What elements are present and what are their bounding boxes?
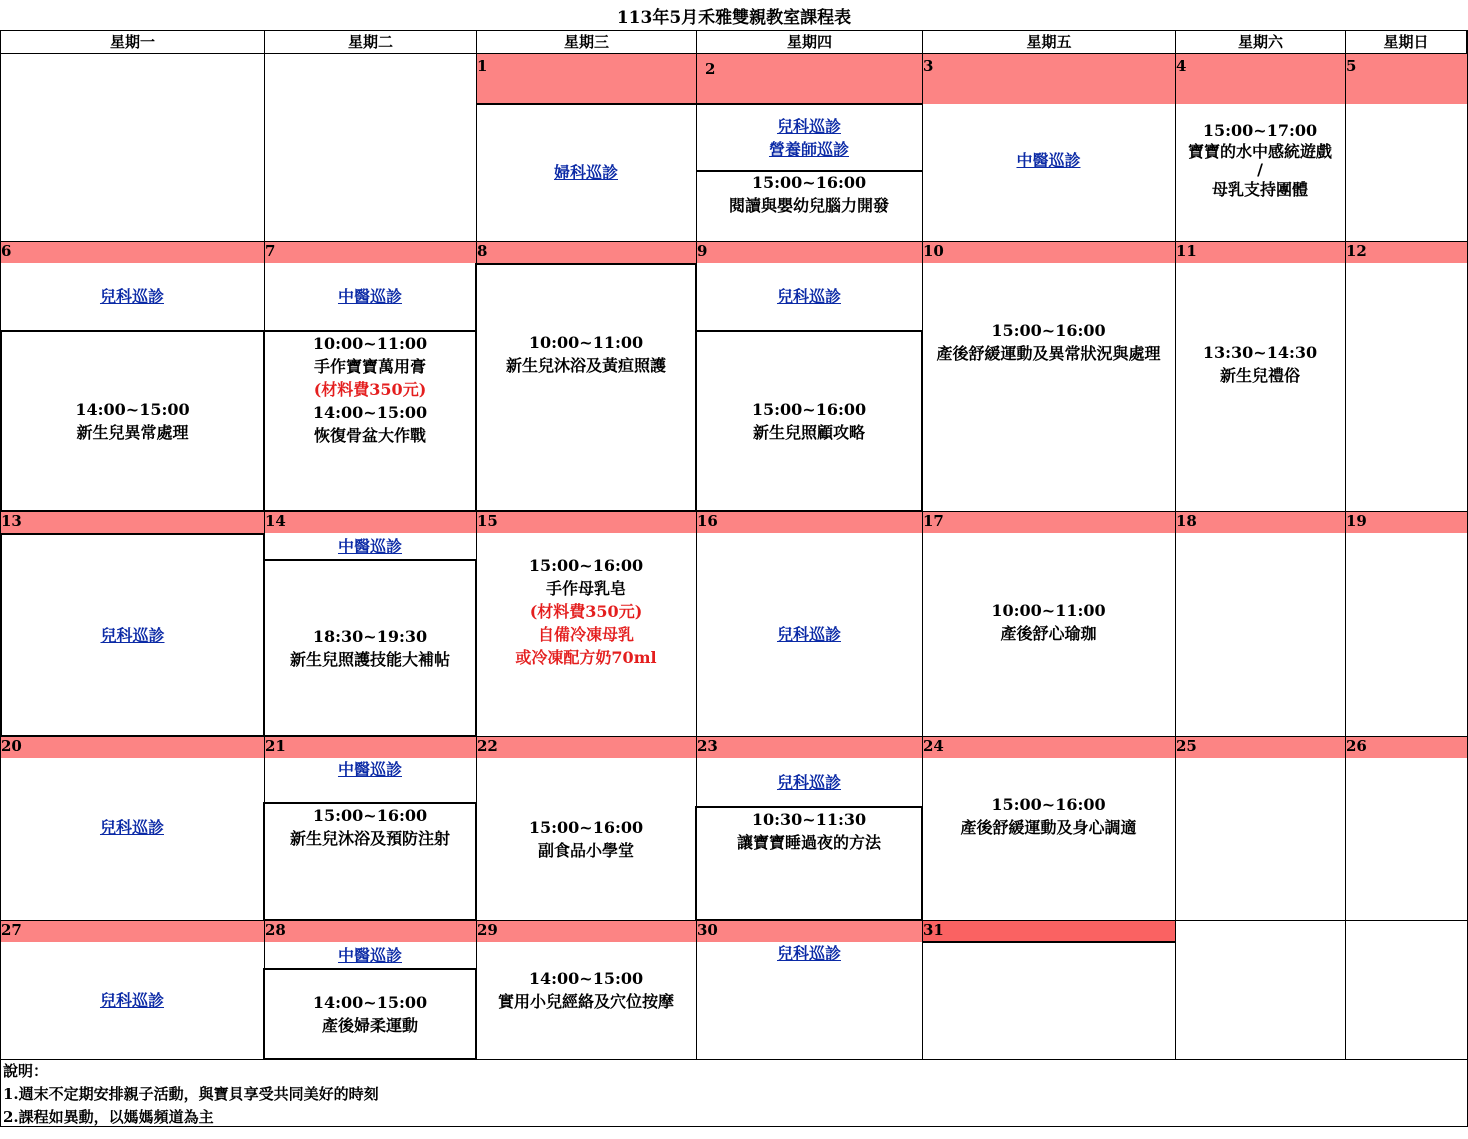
cell-may-17 bbox=[922, 533, 1175, 736]
clinic-link[interactable]: 兒科巡診 bbox=[776, 116, 841, 136]
course-time: 15:00~16:00 bbox=[751, 400, 867, 419]
cell-may-24 bbox=[922, 758, 1175, 920]
clinic-link[interactable]: 中醫巡診 bbox=[337, 287, 402, 306]
day-number: 25 bbox=[1176, 737, 1197, 755]
course-title: 寶寶的水中感統遊戲 bbox=[1187, 142, 1332, 161]
grid-line bbox=[0, 30, 1, 1127]
cell-may-14-clinic bbox=[264, 533, 476, 559]
day-number: 28 bbox=[265, 921, 286, 939]
cell-may-28-clinic bbox=[264, 942, 476, 968]
course-title: 新生兒照護技能大補帖 bbox=[289, 650, 450, 669]
course-title: 母乳支持團體 bbox=[1211, 180, 1308, 199]
day-number: 24 bbox=[923, 737, 944, 755]
cell-may-21-course bbox=[263, 802, 477, 921]
day-number: 29 bbox=[477, 921, 498, 939]
clinic-link[interactable]: 婦科巡診 bbox=[553, 163, 618, 182]
day-number: 26 bbox=[1346, 737, 1367, 755]
grid-line bbox=[264, 30, 265, 1060]
course-title: 閱讀與嬰幼兒腦力開發 bbox=[728, 196, 889, 215]
cell-may-7-course bbox=[263, 330, 477, 512]
day-bar-week2 bbox=[0, 241, 1467, 263]
course-time: 14:00~15:00 bbox=[312, 993, 428, 1012]
course-time: 14:00~15:00 bbox=[528, 969, 644, 988]
grid-line bbox=[922, 30, 923, 1060]
grid-line bbox=[696, 30, 697, 1060]
course-title: 新生兒沐浴及預防注射 bbox=[289, 829, 450, 848]
clinic-link[interactable]: 兒科巡診 bbox=[99, 991, 164, 1010]
course-time: 15:00~16:00 bbox=[528, 818, 644, 837]
course-time: 18:30~19:30 bbox=[312, 627, 428, 646]
cell-may-27 bbox=[0, 942, 264, 1059]
cell-may-28-course bbox=[263, 968, 477, 1060]
cell-may-3 bbox=[922, 104, 1175, 216]
cell-may-23-course bbox=[695, 806, 923, 921]
cell-may-22 bbox=[476, 758, 696, 920]
clinic-link[interactable]: 中醫巡診 bbox=[337, 945, 402, 965]
course-note: 或冷凍配方奶70ml bbox=[515, 648, 657, 667]
grid-line bbox=[1175, 30, 1176, 1060]
grid-line bbox=[0, 30, 1468, 31]
cell-may-10 bbox=[922, 263, 1175, 511]
cell-may-15 bbox=[476, 533, 696, 736]
course-title: 新生兒沐浴及黃疸照護 bbox=[505, 356, 666, 375]
cell-may-6-course bbox=[0, 330, 265, 512]
clinic-link[interactable]: 兒科巡診 bbox=[100, 625, 165, 645]
cell-may-21-clinic bbox=[264, 758, 476, 803]
clinic-link[interactable]: 中醫巡診 bbox=[1016, 150, 1081, 170]
grid-line bbox=[0, 920, 1468, 921]
clinic-link[interactable]: 兒科巡診 bbox=[776, 944, 841, 963]
day-number: 16 bbox=[697, 512, 718, 530]
grid-line bbox=[696, 170, 922, 172]
course-time: 10:00~11:00 bbox=[991, 601, 1106, 620]
day-number: 27 bbox=[1, 921, 22, 939]
course-title: 產後舒緩運動及身心調適 bbox=[960, 818, 1137, 837]
day-number: 14 bbox=[265, 512, 286, 530]
day-bar-week4 bbox=[0, 736, 1467, 758]
cell-may-23-clinic bbox=[696, 758, 922, 807]
cell-may-29 bbox=[476, 942, 696, 1059]
course-title: 產後舒緩運動及異常狀況與處理 bbox=[936, 344, 1161, 363]
clinic-link[interactable]: 兒科巡診 bbox=[776, 287, 841, 306]
weekday-tue: 星期二 bbox=[264, 31, 476, 53]
course-time: 13:30~14:30 bbox=[1202, 343, 1318, 362]
clinic-link[interactable]: 中醫巡診 bbox=[337, 760, 402, 779]
grid-line bbox=[0, 736, 1468, 737]
day-number: 2 bbox=[705, 60, 716, 78]
course-time: 10:30~11:30 bbox=[751, 810, 867, 829]
day-number: 6 bbox=[1, 242, 12, 260]
cell-may-8 bbox=[475, 263, 697, 512]
day-number: 22 bbox=[477, 737, 498, 755]
cell-may-30 bbox=[696, 942, 922, 1059]
day-bar-week5 bbox=[0, 920, 922, 942]
day-bar-may-31 bbox=[922, 920, 1175, 942]
day-number: 1 bbox=[477, 57, 488, 75]
cell-may-4 bbox=[1175, 104, 1345, 216]
day-number: 5 bbox=[1346, 57, 1357, 75]
course-title: 產後婦柔運動 bbox=[321, 1016, 418, 1035]
course-note: 自備冷凍母乳 bbox=[537, 625, 634, 644]
day-number: 20 bbox=[1, 737, 22, 755]
course-title: 新生兒照顧攻略 bbox=[752, 423, 865, 442]
clinic-link[interactable]: 兒科巡診 bbox=[776, 625, 841, 644]
weekday-sun: 星期日 bbox=[1345, 31, 1467, 53]
course-title: 產後舒心瑜珈 bbox=[1000, 624, 1097, 643]
course-time: 10:00~11:00 bbox=[528, 333, 644, 352]
day-number: 4 bbox=[1176, 57, 1187, 75]
material-fee: (材料費350元) bbox=[313, 380, 427, 399]
cell-may-1 bbox=[476, 104, 696, 241]
course-time: 15:00~16:00 bbox=[528, 556, 644, 575]
weekday-mon: 星期一 bbox=[0, 31, 264, 53]
day-bar-week1 bbox=[476, 54, 1467, 104]
cell-may-6-clinic bbox=[0, 263, 264, 330]
cell-may-20 bbox=[0, 758, 264, 920]
cell-may-14-course bbox=[263, 559, 477, 737]
grid-line bbox=[476, 103, 922, 105]
cell-may-9-clinic bbox=[696, 263, 922, 330]
cell-may-16 bbox=[696, 533, 922, 736]
weekday-fri: 星期五 bbox=[922, 31, 1175, 53]
course-title: 新生兒異常處理 bbox=[76, 423, 189, 442]
day-number: 15 bbox=[477, 512, 498, 530]
page-title: 113年5月禾雅雙親教室課程表 bbox=[616, 8, 852, 28]
weekday-wed: 星期三 bbox=[476, 31, 696, 53]
day-number: 3 bbox=[923, 57, 934, 75]
day-number: 11 bbox=[1176, 242, 1197, 260]
clinic-link[interactable]: 營養師巡診 bbox=[768, 139, 849, 159]
course-title: 副食品小學堂 bbox=[537, 841, 634, 860]
notes-line: 2.課程如異動，以媽媽頻道為主 bbox=[3, 1108, 214, 1126]
grid-line bbox=[476, 30, 477, 1060]
weekday-sat: 星期六 bbox=[1175, 31, 1345, 53]
day-number: 13 bbox=[1, 512, 22, 530]
notes-line: 1.週末不定期安排親子活動，與寶貝享受共同美好的時刻 bbox=[3, 1085, 379, 1103]
day-number: 23 bbox=[697, 737, 718, 755]
cell-may-13 bbox=[0, 533, 265, 737]
clinic-link[interactable]: 兒科巡診 bbox=[99, 287, 164, 306]
course-time: 10:00~11:00 bbox=[312, 334, 428, 353]
day-number: 12 bbox=[1346, 242, 1367, 260]
course-separator: / bbox=[1257, 160, 1263, 179]
course-title: 新生兒禮俗 bbox=[1219, 366, 1300, 385]
course-time: 14:00~15:00 bbox=[75, 400, 190, 419]
course-title: 手作寶寶萬用膏 bbox=[313, 357, 426, 376]
day-number: 8 bbox=[477, 242, 488, 260]
day-number: 7 bbox=[265, 242, 276, 260]
day-number: 18 bbox=[1176, 512, 1197, 530]
notes-heading: 說明： bbox=[3, 1062, 49, 1080]
day-number: 10 bbox=[923, 242, 944, 260]
day-number: 19 bbox=[1346, 512, 1367, 530]
cell-may-2-clinics bbox=[696, 104, 922, 171]
cell-may-9-course bbox=[695, 330, 923, 512]
clinic-link[interactable]: 中醫巡診 bbox=[337, 536, 402, 556]
course-time: 15:00~16:00 bbox=[312, 806, 428, 825]
material-fee: (材料費350元) bbox=[529, 602, 643, 621]
day-number: 9 bbox=[697, 242, 708, 260]
grid-line bbox=[0, 241, 1468, 242]
weekday-thu: 星期四 bbox=[696, 31, 922, 53]
clinic-link[interactable]: 兒科巡診 bbox=[776, 773, 841, 792]
course-time: 15:00~16:00 bbox=[991, 795, 1106, 814]
course-time: 15:00~17:00 bbox=[1202, 121, 1318, 140]
grid-line bbox=[922, 941, 1175, 943]
course-title: 讓寶寶睡過夜的方法 bbox=[736, 833, 881, 852]
cell-may-11 bbox=[1175, 263, 1345, 511]
grid-line bbox=[1345, 30, 1346, 1060]
day-number: 21 bbox=[265, 737, 286, 755]
day-number: 30 bbox=[697, 921, 718, 939]
grid-line bbox=[264, 559, 476, 560]
course-title: 恢復骨盆大作戰 bbox=[313, 426, 426, 445]
clinic-link[interactable]: 兒科巡診 bbox=[99, 818, 164, 837]
course-title: 實用小兒經絡及穴位按摩 bbox=[497, 992, 674, 1011]
day-number: 17 bbox=[923, 512, 944, 530]
notes-section bbox=[3, 1060, 379, 1129]
grid-line bbox=[0, 53, 1468, 54]
day-bar-week3 bbox=[0, 511, 1467, 533]
day-number: 31 bbox=[923, 921, 944, 939]
cell-may-2-course bbox=[696, 171, 922, 241]
course-title: 手作母乳皂 bbox=[545, 579, 626, 598]
course-time: 15:00~16:00 bbox=[991, 321, 1106, 340]
grid-line bbox=[0, 511, 1468, 512]
course-time: 14:00~15:00 bbox=[312, 403, 428, 422]
course-time: 15:00~16:00 bbox=[751, 173, 867, 192]
cell-may-7-clinic bbox=[264, 263, 476, 330]
